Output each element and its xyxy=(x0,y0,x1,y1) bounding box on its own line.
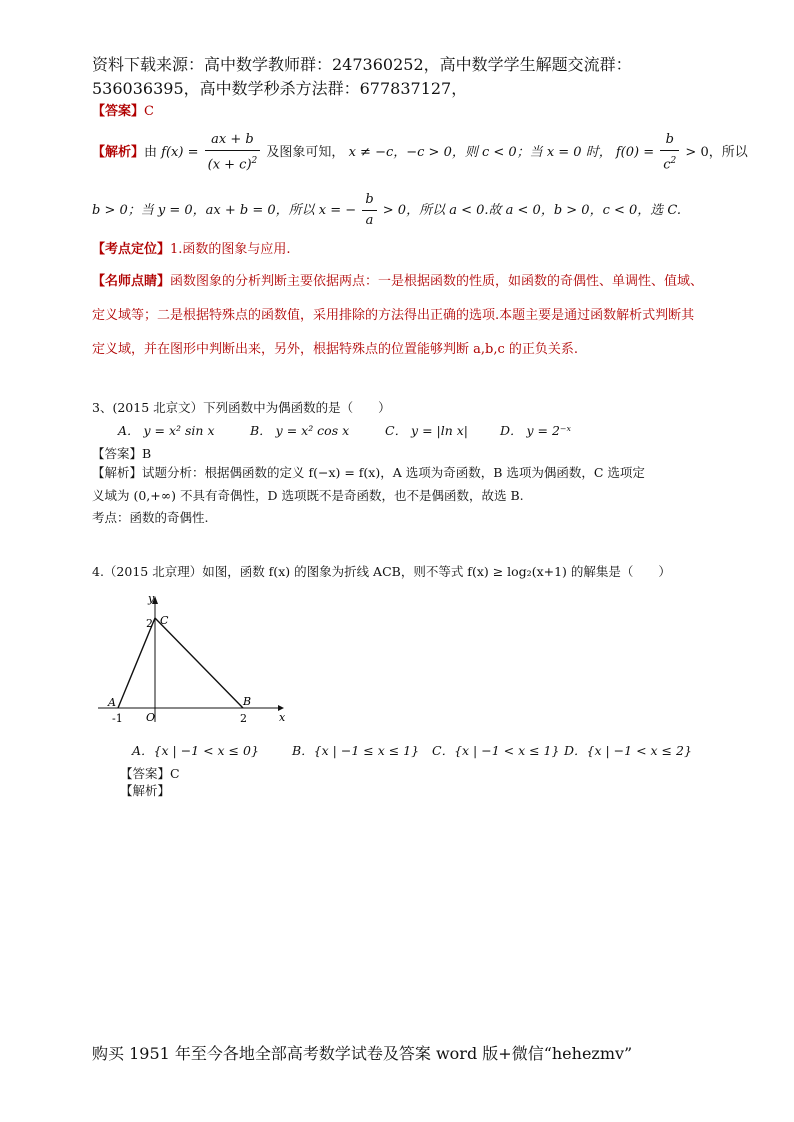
q2-answer xyxy=(92,100,154,119)
q2-kp-tag: 【考点定位】 xyxy=(92,242,171,257)
q2-answer-value: C xyxy=(144,104,154,119)
q3-option-a: A． y = x² sin x xyxy=(118,423,215,438)
q2-teacher-line-2: 定义域等；二是根据特殊点的函数值，采用排除的方法得出正确的选项.本题主要是通过函数解析式判断其 xyxy=(92,308,695,323)
q3-stem: 3、(2015 北京文）下列函数中为偶函数的是（ ） xyxy=(92,400,391,415)
q2-kp-text: 1.函数的图象与应用. xyxy=(170,242,291,257)
q2-analysis-text-c: x ≠ −c，−c > 0，则 c < 0；当 x = 0 时， xyxy=(348,145,612,161)
q2-teacher-line-3: 定义域，并在图形中判断出来，另外，根据特殊点的位置能够判断 a,b,c 的正负关系. xyxy=(92,342,579,357)
x-axis-label: x xyxy=(279,711,286,724)
source-line-2: 536036395，高中数学秒杀方法群：677837127， xyxy=(92,79,468,98)
tick-x-2: 2 xyxy=(240,712,247,725)
q2-analysis-text-d: f(0) = xyxy=(615,145,655,161)
q4-graph xyxy=(98,590,288,730)
q2-knowledge-point xyxy=(92,238,291,257)
q4-option-a: A．{x | −1 < x ≤ 0} xyxy=(132,743,259,758)
q2-analysis-tag: 【解析】 xyxy=(92,145,145,161)
q2-teacher-text-1: 函数图象的分析判断主要依据两点：一是根据函数的性质，如函数的奇偶性、单调性、值域、 xyxy=(170,274,704,289)
origin-label: O xyxy=(146,711,156,724)
q2-formula-fraction-2 xyxy=(660,130,679,175)
q4-option-b: B．{x | −1 ≤ x ≤ 1} xyxy=(292,743,420,758)
q2-analysis-text-e: > 0，所以 xyxy=(685,145,748,161)
q2-formula-fraction-3 xyxy=(362,190,376,231)
q2-frac-den: $(x + c)^2$ xyxy=(207,156,258,173)
q2-frac-num: ax + b xyxy=(205,130,261,151)
q2-teacher-line-1 xyxy=(92,270,703,289)
q2-formula-fx: f(x) = xyxy=(161,145,199,161)
polyline-acb xyxy=(118,618,243,708)
q3-knowledge-point: 考点：函数的奇偶性. xyxy=(92,510,209,525)
q4-answer: 【答案】C xyxy=(120,766,180,781)
q3-option-c: C． y = |ln x| xyxy=(385,423,469,438)
tick-y-2: 2 xyxy=(146,617,153,630)
q2-frac2-num: b xyxy=(660,130,679,151)
q3-answer: 【答案】B xyxy=(92,446,152,461)
q2-answer-tag: 【答案】 xyxy=(92,104,145,119)
q2-analysis-line-1 xyxy=(92,130,748,175)
point-b-label: B xyxy=(243,695,252,708)
q3-option-b: B． y = x² cos x xyxy=(250,423,350,438)
q2-analysis-l2-a: b > 0；当 y = 0，ax + b = 0，所以 x = − xyxy=(92,203,357,218)
q2-analysis-line-2 xyxy=(92,190,681,231)
point-a-label: A xyxy=(108,696,116,709)
q4-option-c: C．{x | −1 < x ≤ 1} xyxy=(432,743,560,758)
q2-frac3-num: b xyxy=(362,190,376,211)
q2-analysis-l2-b: > 0，所以 a < 0.故 a < 0，b > 0，c < 0，选 C. xyxy=(382,203,682,218)
q4-analysis-tag: 【解析】 xyxy=(120,783,171,798)
q3-analysis-line-1: 【解析】试题分析：根据偶函数的定义 f(−x) = f(x)，A 选项为奇函数，B 选项为偶函数，C 选项定 xyxy=(92,465,645,480)
q2-teacher-tag: 【名师点睛】 xyxy=(92,274,171,289)
q2-frac3-den: a xyxy=(365,213,374,228)
q2-formula-fraction xyxy=(205,130,261,175)
point-c-label: C xyxy=(160,614,169,627)
q4-option-d: D．{x | −1 < x ≤ 2} xyxy=(564,743,692,758)
q2-analysis-text-a: 由 xyxy=(144,145,158,161)
tick-x-minus-1: -1 xyxy=(112,712,123,725)
y-axis-label: y xyxy=(148,592,155,605)
q3-analysis-line-2: 义域为 (0,+∞) 不具有奇偶性，D 选项既不是奇函数，也不是偶函数，故选 B. xyxy=(92,488,524,503)
footer-ad: 购买 1951 年至今各地全部高考数学试卷及答案 word 版+微信“hehezmv” xyxy=(92,1044,633,1063)
q3-option-d: D． y = 2⁻ˣ xyxy=(500,423,571,438)
q2-frac2-den: $c^2$ xyxy=(663,156,677,173)
q2-analysis-text-b: 及图象可知， xyxy=(266,145,345,161)
source-line-1: 资料下载来源：高中数学教师群：247360252，高中数学学生解题交流群： xyxy=(92,55,632,74)
q4-stem: 4.（2015 北京理）如图，函数 f(x) 的图象为折线 ACB，则不等式 f(x) ≥ log₂(x+1) 的解集是（ ） xyxy=(92,564,671,579)
